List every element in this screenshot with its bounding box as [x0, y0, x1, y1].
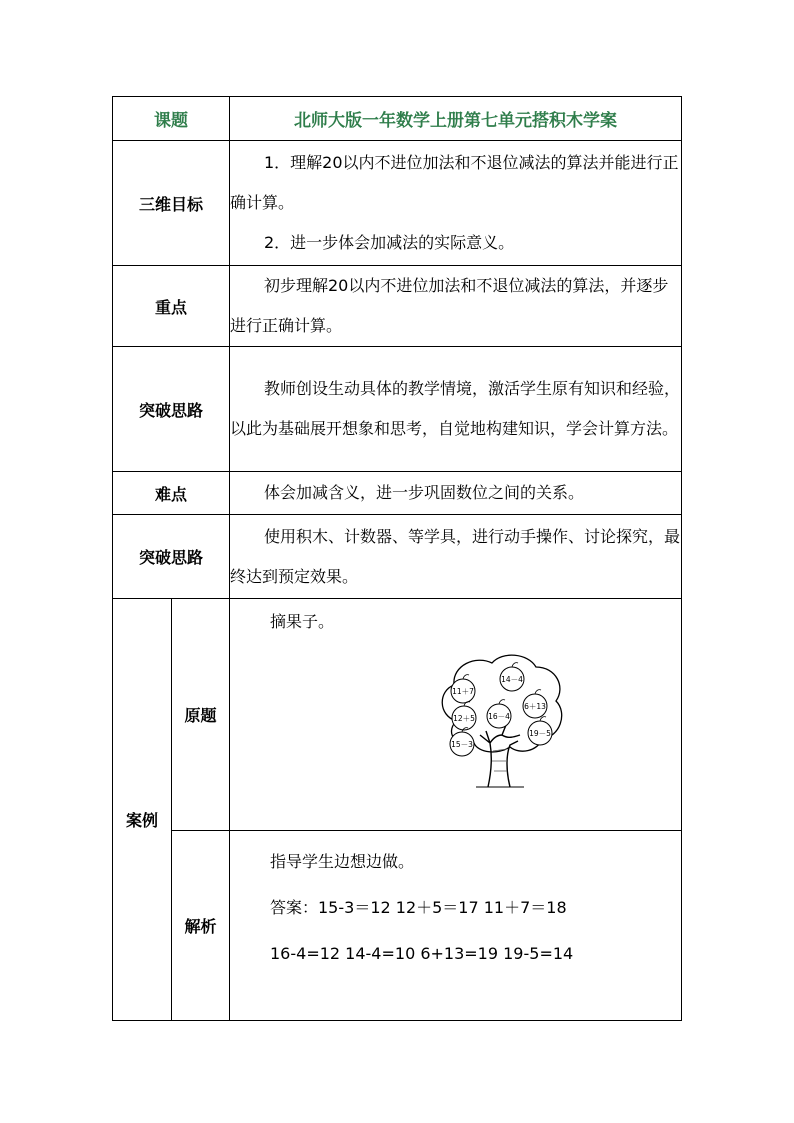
key-point-label: 重点 [113, 266, 230, 347]
difficulty-row [113, 472, 682, 515]
key-point-row [113, 266, 682, 347]
fruit-label: 11＋7 [452, 687, 474, 696]
goal-item: 1．理解20以内不进位加法和不退位减法的算法并能进行正确计算。 [230, 153, 679, 212]
fruit [487, 700, 511, 728]
fruit-tree-illustration [436, 651, 566, 789]
difficulty-text: 体会加减含义，进一步巩固数位之间的关系。 [230, 472, 682, 515]
fruit-label: 6＋13 [524, 702, 546, 711]
approach2-text: 使用积木、计数器、等学具，进行动手操作、讨论探究，最终达到预定效果。 [230, 515, 682, 599]
subject-label: 课题 [113, 97, 230, 141]
goals-label: 三维目标 [113, 141, 230, 266]
approach2-row [113, 515, 682, 599]
analysis-line: 答案：15-3＝12 12＋5＝17 11＋7＝18 [270, 898, 567, 917]
analysis-content [230, 831, 682, 1021]
fruit-label: 19－5 [529, 729, 551, 738]
fruit-label: 15－3 [451, 740, 473, 749]
case-analysis-row [113, 831, 682, 1021]
goals-content [230, 141, 682, 266]
problem-text: 摘果子。 [270, 612, 335, 631]
difficulty-label: 难点 [113, 472, 230, 515]
case-problem-row [113, 599, 682, 831]
subject-title: 北师大版一年数学上册第七单元搭积木学案 [230, 97, 682, 141]
fruit [523, 690, 547, 718]
key-point-text: 初步理解20以内不进位加法和不退位减法的算法，并逐步进行正确计算。 [230, 266, 682, 347]
analysis-line: 指导学生边想边做。 [270, 852, 415, 871]
analysis-label: 解析 [172, 831, 230, 1021]
fruit [500, 663, 524, 691]
problem-content [230, 599, 682, 831]
goal-item: 2．进一步体会加减法的实际意义。 [264, 233, 515, 252]
fruit-label: 12＋5 [453, 714, 475, 723]
fruit [450, 728, 474, 756]
case-label: 案例 [113, 599, 172, 1021]
problem-label: 原题 [172, 599, 230, 831]
header-row [113, 97, 682, 141]
approach1-label: 突破思路 [113, 347, 230, 472]
fruit-label: 14－4 [501, 675, 523, 684]
fruit [452, 702, 476, 730]
fruit-label: 16－4 [488, 712, 510, 721]
lesson-plan-table [112, 96, 682, 1021]
tree-trunk [480, 725, 520, 787]
analysis-line: 16-4=12 14-4=10 6+13=19 19-5=14 [270, 944, 574, 963]
fruit [528, 717, 552, 745]
approach2-label: 突破思路 [113, 515, 230, 599]
approach1-text: 教师创设生动具体的教学情境，激活学生原有知识和经验，以此为基础展开想象和思考，自觉地构建知识，学会计算方法。 [230, 347, 682, 472]
goals-row [113, 141, 682, 266]
approach1-row [113, 347, 682, 472]
